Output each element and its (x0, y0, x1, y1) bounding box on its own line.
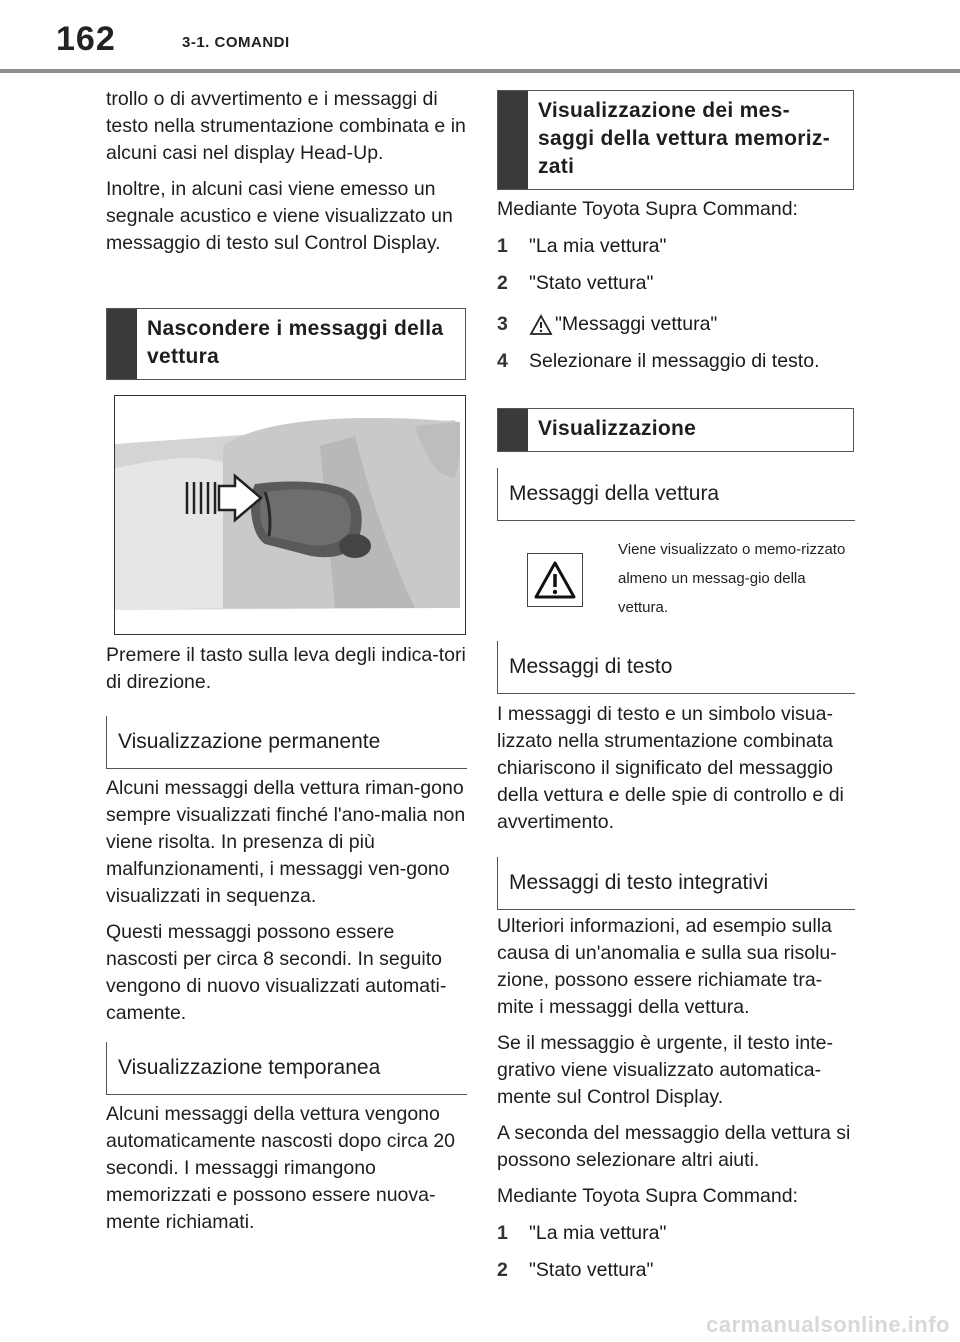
step-text: "La mia vettura" (529, 1222, 667, 1244)
step-1 (497, 233, 857, 260)
text-messages-paragraph: I messaggi di testo e un simbolo visua-lizzato nella strumentazione combinata chiariscono il significato del messaggio della vettura e delle spie di controllo e di avvertimento. (497, 703, 844, 833)
step-number: 2 (497, 1259, 508, 1281)
intro-paragraph-2: Inoltre, in alcuni casi viene emesso un segnale acustico e viene visualizzato un messaggio di testo sul Control Display. (106, 178, 453, 254)
section-title: 3-1. COMANDI (182, 34, 290, 51)
subhead-supplementary-block (497, 857, 857, 910)
step-number: 2 (497, 272, 508, 294)
step-4 (497, 348, 857, 375)
box-stored-title: Visualizzazione dei mes-saggi della vettura memoriz-zati (538, 99, 830, 178)
via-command-2: Mediante Toyota Supra Command: (497, 1185, 798, 1207)
step-number: 3 (497, 313, 508, 335)
step-text: Selezionare il messaggio di testo. (529, 350, 820, 372)
watermark: carmanualsonline.info (706, 1312, 950, 1337)
step-number: 4 (497, 350, 508, 372)
intro-paragraph-1: trollo o di avvertimento e i messaggi di testo nella strumentazione combinata e in alcuni casi nel display Head-Up. (106, 88, 466, 164)
supplementary-body (497, 913, 857, 1284)
subhead-text-messages-block (497, 641, 857, 694)
step-text: "La mia vettura" (529, 235, 667, 257)
page-number: 162 (56, 20, 116, 58)
step-text: "Stato vettura" (529, 272, 654, 294)
step-2 (497, 1257, 857, 1284)
box-display (497, 408, 854, 452)
box-hide-title: Nascondere i messaggi della vettura (147, 317, 444, 368)
supplementary-paragraph-2: Se il messaggio è urgente, il testo inte-grativo viene visualizzato automatica-mente sul Control Display. (497, 1032, 834, 1108)
subhead-text-messages: Messaggi di testo (497, 641, 855, 694)
warning-triangle-icon (529, 314, 553, 336)
subhead-permanent-block (106, 716, 466, 769)
subhead-vehicle-messages-block (497, 468, 857, 521)
subhead-temporary-block (106, 1042, 466, 1095)
stalk-illustration (114, 395, 466, 635)
via-command-1: Mediante Toyota Supra Command: (497, 198, 798, 220)
warning-symbol-box (527, 553, 583, 607)
supplementary-paragraph-1: Ulteriori informazioni, ad esempio sulla causa di un'anomalia e sulla sua risolu-zione, possono essere richiamate tra-mite i messaggi della vettura. (497, 915, 837, 1018)
step-number: 1 (497, 235, 508, 257)
box-hide-messages (106, 308, 466, 380)
temporary-text (106, 1101, 466, 1236)
figure-caption: Premere il tasto sulla leva degli indica-tori di direzione. (106, 644, 466, 693)
subhead-permanent: Visualizzazione permanente (106, 716, 467, 769)
permanent-paragraph-2: Questi messaggi possono essere nascosti per circa 8 secondi. In seguito vengono di nuovo visualizzati automati-camente. (106, 921, 447, 1024)
left-intro (106, 86, 466, 257)
procedure-1 (497, 196, 857, 375)
permanent-paragraph-1: Alcuni messaggi della vettura riman-gono sempre visualizzati finché l'ano-malia non viene risolta. In presenza di più malfunzionamenti, i messaggi ven-gono visualizzati in sequenza. (106, 777, 466, 907)
step-3 (497, 311, 857, 338)
subhead-temporary: Visualizzazione temporanea (106, 1042, 467, 1095)
permanent-text (106, 775, 466, 1027)
subhead-supplementary: Messaggi di testo integrativi (497, 857, 855, 910)
step-text: "Stato vettura" (529, 1259, 654, 1281)
step-2 (497, 270, 857, 297)
step-1 (497, 1220, 857, 1247)
warning-triangle-icon (533, 560, 577, 600)
figure-caption-block (106, 642, 466, 696)
supplementary-paragraph-3: A seconda del messaggio della vettura si possono selezionare altri aiuti. (497, 1122, 851, 1171)
box-stored-messages (497, 90, 854, 190)
warning-description: Viene visualizzato o memo-rizzato almeno un messag-gio della vettura. (618, 541, 846, 616)
step-number: 1 (497, 1222, 508, 1244)
step-text: "Messaggi vettura" (555, 313, 718, 335)
subhead-vehicle-messages: Messaggi della vettura (497, 468, 855, 521)
temporary-paragraph-1: Alcuni messaggi della vettura vengono automaticamente nascosti dopo circa 20 secondi. I messaggi rimangono memorizzati e possono essere nuova-mente richiamati. (106, 1103, 456, 1233)
box-display-title: Visualizzazione (538, 417, 697, 440)
header-rule (0, 69, 960, 73)
text-messages-body (497, 701, 857, 836)
